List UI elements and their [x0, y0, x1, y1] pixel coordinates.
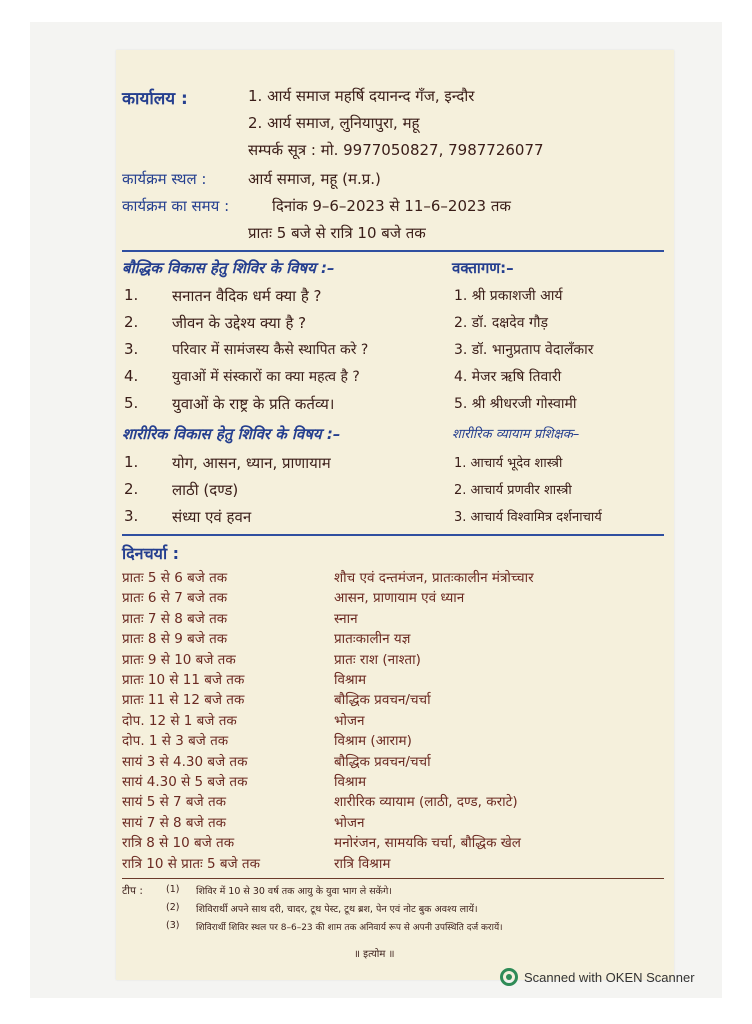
schedule-activity: भोजन: [334, 712, 365, 729]
speaker-item: 1. श्री प्रकाशजी आर्य: [454, 288, 563, 304]
venue-label: कार्यक्रम स्थल :: [122, 170, 207, 188]
topic-text: सनातन वैदिक धर्म क्या है ?: [172, 287, 322, 305]
trainer-item: 2. आचार्य प्रणवीर शास्त्री: [454, 483, 572, 498]
schedule-time: सायं 3 से 4.30 बजे तक: [122, 753, 248, 770]
speaker-item: 4. मेजर ऋषि तिवारी: [454, 369, 562, 385]
speaker-item: 5. श्री श्रीधरजी गोस्वामी: [454, 396, 577, 412]
trainer-item: 1. आचार्य भूदेव शास्त्री: [454, 456, 563, 471]
note-text: शिविरार्थी शिविर स्थल पर 8–6–23 की शाम तक अनिवार्य रूप से अपनी उपस्थिति दर्ज करायें।: [196, 923, 503, 933]
scanner-watermark: [500, 968, 695, 986]
schedule-activity: शौच एवं दन्तमंजन, प्रातःकालीन मंत्रोच्चार: [334, 570, 534, 586]
topic-number: 2.: [124, 480, 139, 498]
notes-label: टीप :: [122, 885, 143, 897]
schedule-time: रात्रि 8 से 10 बजे तक: [122, 835, 235, 852]
topic-number: 5.: [124, 394, 139, 412]
speaker-item: 3. डॉ. भानुप्रताप वेदालँकार: [454, 342, 594, 358]
topic-text: युवाओं में संस्कारों का क्या महत्व है ?: [172, 369, 360, 385]
schedule-time: प्रातः 7 से 8 बजे तक: [122, 610, 228, 627]
schedule-activity: प्रातः राश (नाश्ता): [334, 651, 421, 668]
schedule-activity: विश्राम: [334, 774, 367, 790]
schedule-time: प्रातः 11 से 12 बजे तक: [122, 692, 245, 709]
schedule-activity: विश्राम: [334, 672, 367, 688]
trainer-item: 3. आचार्य विश्वामित्र दर्शनाचार्य: [454, 510, 602, 525]
schedule-time: सायं 5 से 7 बजे तक: [122, 794, 227, 811]
time-label: कार्यक्रम का समय :: [122, 197, 230, 215]
schedule-activity: आसन, प्राणायाम एवं ध्यान: [334, 590, 465, 607]
speakers-heading: वक्तागण:–: [452, 259, 514, 277]
contact-line: सम्पर्क सूत्र : मो. 9977050827, 7987726077: [248, 141, 544, 159]
note-text: शिविरार्थी अपने साथ दरी, चादर, टूथ पेस्ट, टूथ ब्रश, पेन एवं नोट बुक अवश्य लायें।: [196, 904, 478, 915]
schedule-activity: रात्रि विश्राम: [334, 855, 391, 872]
topic-number: 4.: [124, 367, 139, 385]
topic-text: योग, आसन, ध्यान, प्राणायाम: [172, 454, 331, 472]
time-line-1: दिनांक 9–6–2023 से 11–6–2023 तक: [272, 197, 511, 215]
trainers-heading: शारीरिक व्यायाम प्रशिक्षक–: [452, 427, 580, 442]
topic-text: परिवार में सामंजस्य कैसे स्थापित करे ?: [172, 342, 369, 358]
schedule-activity: भोजन: [334, 814, 365, 831]
topic-number: 2.: [124, 313, 139, 331]
document-card: [116, 50, 674, 980]
office-line-2: 2. आर्य समाज, लुनियापुरा, महू: [248, 114, 420, 132]
note-number: (2): [166, 902, 180, 913]
office-line-1: 1. आर्य समाज महर्षि दयानन्द गँज, इन्दौर: [248, 87, 475, 105]
schedule-activity: शारीरिक व्यायाम (लाठी, दण्ड, कराटे): [334, 794, 518, 811]
schedule-activity: बौद्धिक प्रवचन/चर्चा: [334, 692, 431, 709]
venue-value: आर्य समाज, महू (म.प्र.): [248, 170, 381, 188]
divider-2: [122, 534, 664, 536]
schedule-heading: दिनचर्या :: [122, 544, 180, 563]
topic-number: 3.: [124, 340, 139, 358]
schedule-time: प्रातः 8 से 9 बजे तक: [122, 631, 228, 648]
topic-text: लाठी (दण्ड): [172, 481, 239, 499]
time-line-2: प्रातः 5 बजे से रात्रि 10 बजे तक: [248, 224, 426, 242]
page-frame: [30, 22, 722, 998]
divider-1: [122, 250, 664, 252]
topic-text: संध्या एवं हवन: [172, 508, 252, 526]
scanner-text: Scanned with OKEN Scanner: [524, 969, 695, 985]
schedule-time: दोप. 1 से 3 बजे तक: [122, 733, 229, 750]
topic-number: 1.: [124, 453, 139, 471]
schedule-time: प्रातः 9 से 10 बजे तक: [122, 651, 236, 668]
schedule-activity: बौद्धिक प्रवचन/चर्चा: [334, 753, 431, 770]
divider-3: [122, 878, 664, 879]
intellectual-heading: बौद्धिक विकास हेतु शिविर के विषय :–: [122, 259, 335, 277]
note-number: (1): [166, 884, 180, 895]
physical-heading: शारीरिक विकास हेतु शिविर के विषय :–: [122, 425, 341, 443]
schedule-time: प्रातः 6 से 7 बजे तक: [122, 590, 228, 607]
office-label: कार्यालय :: [122, 89, 188, 109]
schedule-time: सायं 4.30 से 5 बजे तक: [122, 774, 248, 790]
schedule-activity: प्रातःकालीन यज्ञ: [334, 631, 411, 648]
oken-scanner-logo-icon: [500, 968, 518, 986]
closing-text: ॥ इत्योम ॥: [354, 949, 395, 960]
schedule-activity: विश्राम (आराम): [334, 733, 412, 750]
schedule-activity: मनोरंजन, सामयकि चर्चा, बौद्धिक खेल: [334, 835, 521, 852]
schedule-time: प्रातः 10 से 11 बजे तक: [122, 672, 245, 688]
schedule-time: सायं 7 से 8 बजे तक: [122, 814, 227, 831]
speaker-item: 2. डॉ. दक्षदेव गौड़: [454, 315, 548, 331]
topic-number: 3.: [124, 507, 139, 525]
topic-number: 1.: [124, 286, 139, 304]
schedule-time: रात्रि 10 से प्रातः 5 बजे तक: [122, 855, 260, 872]
schedule-activity: स्नान: [334, 610, 358, 627]
schedule-time: प्रातः 5 से 6 बजे तक: [122, 570, 228, 586]
topic-text: जीवन के उद्देश्य क्या है ?: [172, 314, 307, 332]
topic-text: युवाओं के राष्ट्र के प्रति कर्तव्य।: [172, 395, 335, 413]
note-number: (3): [166, 920, 180, 931]
schedule-time: दोप. 12 से 1 बजे तक: [122, 712, 237, 729]
note-text: शिविर में 10 से 30 वर्ष तक आयु के युवा भाग ले सकेंगे।: [196, 886, 392, 897]
